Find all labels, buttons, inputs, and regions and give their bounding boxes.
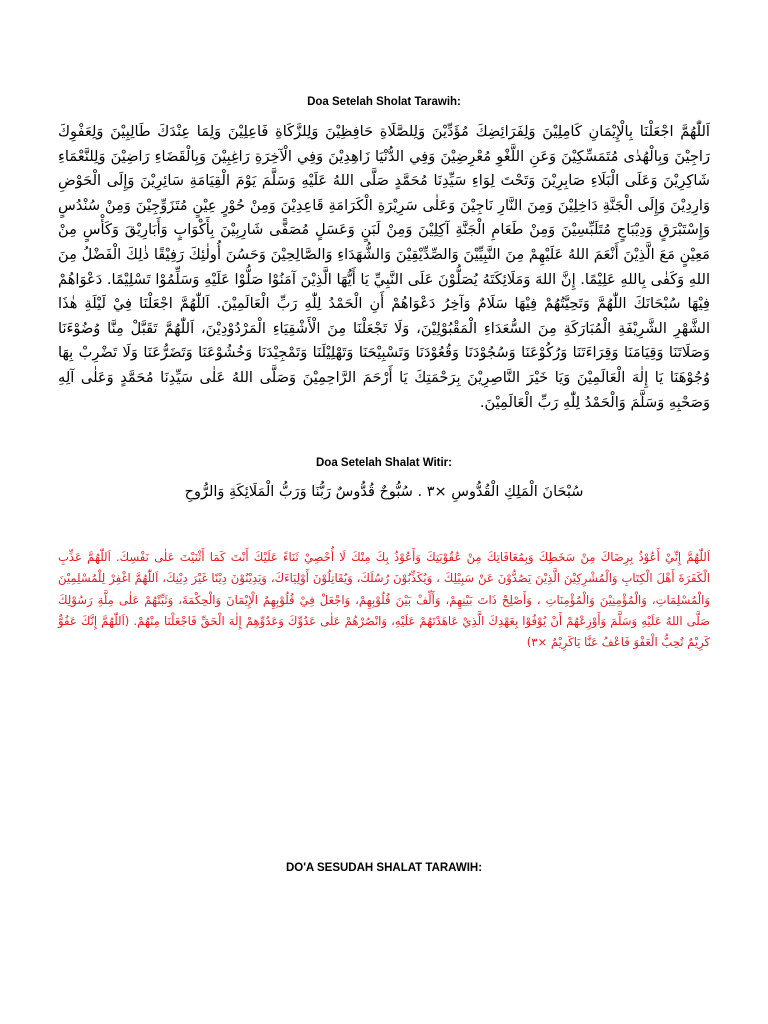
witir-tasbih-text: سُبْحَانَ الْمَلِكِ الْقُدُّوسِ ×٣ . سُبُّوحٌ قُدُّوسٌ رَبُّنَا وَرَبُّ الْمَلَائِكَةِ وَالرُّوحِ [184, 484, 584, 501]
tarawih-prayer-text: اَللّٰهُمَّ اجْعَلْنَا بِالْإِيْمَانِ كَامِلِيْنَ وَلِفَرَائِضِكَ مُؤَدِّيْنَ وَلِلصَّلَاةِ حَافِظِيْنَ وَلِلزَّكَاةِ فَاعِلِيْنَ وَلِمَا عِنْدَكَ طَالِبِيْنَ وَلِعَفْوِكَ رَاجِيْنَ وَبِالْهُدٰى مُتَمَسِّكِيْنَ وَعَنِ اللَّغْوِ مُعْرِضِيْنَ وَفِي الدُّنْيَا زَاهِدِيْنَ وَفِي الْآخِرَةِ رَاغِبِيْنَ وَبِالْقَضَاءِ رَاضِيْنَ وَلِلنَّعْمَاءِ شَاكِرِيْنَ وَعَلَى الْبَلَاءِ صَابِرِيْنَ وَتَحْتَ لِوَاءِ سَيِّدِنَا مُحَمَّدٍ صَلَّى اللهُ عَلَيْهِ وَسَلَّمَ يَوْمَ الْقِيَامَةِ سَائِرِيْنَ وَإِلَى الْحَوْضِ وَارِدِيْنَ وَإِلَى الْجَنَّةِ دَاخِلِيْنَ وَمِنَ النَّارِ نَاجِيْنَ وَعَلٰى سَرِيْرَةِ الْكَرَامَةِ قَاعِدِيْنَ وَمِنْ حُوْرٍ عِيْنٍ مُتَزَوِّجِيْنَ وَمِنْ سُنْدُسٍ وَإِسْتَبْرَقٍ وَدِيْبَاجٍ مُتَلَبِّسِيْنَ وَمِنْ طَعَامِ الْجَنَّةِ آكِلِيْنَ وَمِنْ لَبَنٍ وَعَسَلٍ مُصَفًّى شَارِبِيْنَ بِأَكْوَابٍ وَأَبَارِيْقَ وَكَأْسٍ مِنْ مَعِيْنٍ مَعَ الَّذِيْنَ أَنْعَمَ اللهُ عَلَيْهِمْ مِنَ النَّبِيِّيْنَ وَالصِّدِّيْقِيْنَ وَالشُّهَدَاءِ وَالصَّالِحِيْنَ وَحَسُنَ أُولٰئِكَ رَفِيْقًا ذٰلِكَ الْفَضْلُ مِنَ اللهِ وَكَفٰى بِاللهِ عَلِيْمًا. إِنَّ اللهَ وَمَلَائِكَتَهُ يُصَلُّوْنَ عَلَى النَّبِيِّ يَا أَيُّهَا الَّذِيْنَ آمَنُوْا صَلُّوْا عَلَيْهِ وَسَلِّمُوْا تَسْلِيْمًا. دَعْوَاهُمْ فِيْهَا سُبْحَانَكَ اللّٰهُمَّ وَتَحِيَّتُهُمْ فِيْهَا سَلَامٌ وَآخِرُ دَعْوَاهُمْ أَنِ الْحَمْدُ لِلّٰهِ رَبِّ الْعَالَمِيْنَ. اَللّٰهُمَّ اجْعَلْنَا فِيْ لَيْلَةِ هٰذَا الشَّهْرِ الشَّرِيْفَةِ الْمُبَارَكَةِ مِنَ السُّعَدَاءِ الْمَقْبُوْلِيْنَ، وَلَا تَجْعَلْنَا مِنَ الْأَشْقِيَاءِ الْمَرْدُوْدِيْنَ، اَللّٰهُمَّ تَقَبَّلْ مِنَّا وُضُوْءَنَا وَصَلَاتَنَا وَقِيَامَنَا وَقِرَاءَتَنَا وَرُكُوْعَنَا وَسُجُوْدَنَا وَقُعُوْدَنَا وَتَسْبِيْحَنَا وَتَهْلِيْلَنَا وَتَمْجِيْدَنَا وَخُشُوْعَنَا وَتَضَرُّعَنَا وَلَا تَضْرِبْ بِهَا وُجُوْهَنَا يَا إِلٰهَ الْعَالَمِيْنَ وَيَا خَيْرَ النَّاصِرِيْنَ بِرَحْمَتِكَ يَا أَرْحَمَ الرَّاحِمِيْنَ وَصَلَّى اللهُ عَلٰى سَيِّدِنَا مُحَمَّدٍ وَعَلٰى آلِهِ وَصَحْبِهِ وَسَلَّمَ وَالْحَمْدُ لِلّٰهِ رَبِّ الْعَالَمِيْنَ. [58, 123, 710, 411]
tarawih-heading: Doa Setelah Sholat Tarawih: [307, 96, 461, 108]
doa-sesudah-tarawih-heading: DO'A SESUDAH SHALAT TARAWIH: [285, 862, 483, 874]
witir-heading: Doa Setelah Shalat Witir: [315, 457, 452, 470]
witir-closing-line: (اَللّٰهُمَّ إِنَّكَ عَفُوٌّ كَرِيْمٌ تُحِبُّ الْعَفْوَ فَاعْفُ عَنَّا يَاكَرِيْمُ ×٣) [58, 613, 710, 649]
witir-supplication-text [58, 547, 710, 653]
witir-supplication-body: اَللّٰهُمَّ إِنِّيْ أَعُوْذُ بِرِضَاكَ مِنْ سَخَطِكَ وَبِمُعَافَاتِكَ مِنْ عُقُوْبَتِكَ وَأَعُوْذُ بِكَ مِنْكَ لَا أُحْصِيْ ثَنَاءً عَلَيْكَ أَنْتَ كَمَا أَثْنَيْتَ عَلٰى نَفْسِكَ. اَللّٰهُمَّ عَذِّبِ الْكَفَرَةَ أَهْلَ الْكِتَابِ وَالْمُشْرِكِيْنَ الَّذِيْنَ يَصُدُّوْنَ عَنْ سَبِيْلِكَ ، وَيُكَذِّبُوْنَ رُسُلَكَ، وَيُقَاتِلُوْنَ أَوْلِيَاءَكَ، وَيَدِيْنُوْنَ دِيْنًا غَيْرَ دِيْنِكَ، اَللّٰهُمَّ اغْفِرْ لِلْمُسْلِمِيْنَ وَالْمُسْلِمَاتِ، وَالْمُؤْمِنِيْنَ وَالْمُؤْمِنَاتِ ، وَأَصْلِحْ ذَاتَ بَيْنِهِمْ، وَأَلِّفْ بَيْنَ قُلُوْبِهِمْ، وَاجْعَلْ فِيْ قُلُوْبِهِمُ الْإِيْمَانَ وَالْحِكْمَةَ، وَثَبِّتْهُمْ عَلٰى مِلَّةِ رَسُوْلِكَ صَلَّى اللهُ عَلَيْهِ وَسَلَّمَ وَأَوْزِعْهُمْ أَنْ يُوْفُوْا بِعَهْدِكَ الَّذِيْ عَاهَدْتَهُمْ عَلَيْهِ، وَانْصُرْهُمْ عَلٰى عَدُوِّكَ وَعَدُوِّهِمْ إِلٰهَ الْحَقِّ فَاجْعَلْنَا مِنْهُمْ. [58, 550, 710, 628]
